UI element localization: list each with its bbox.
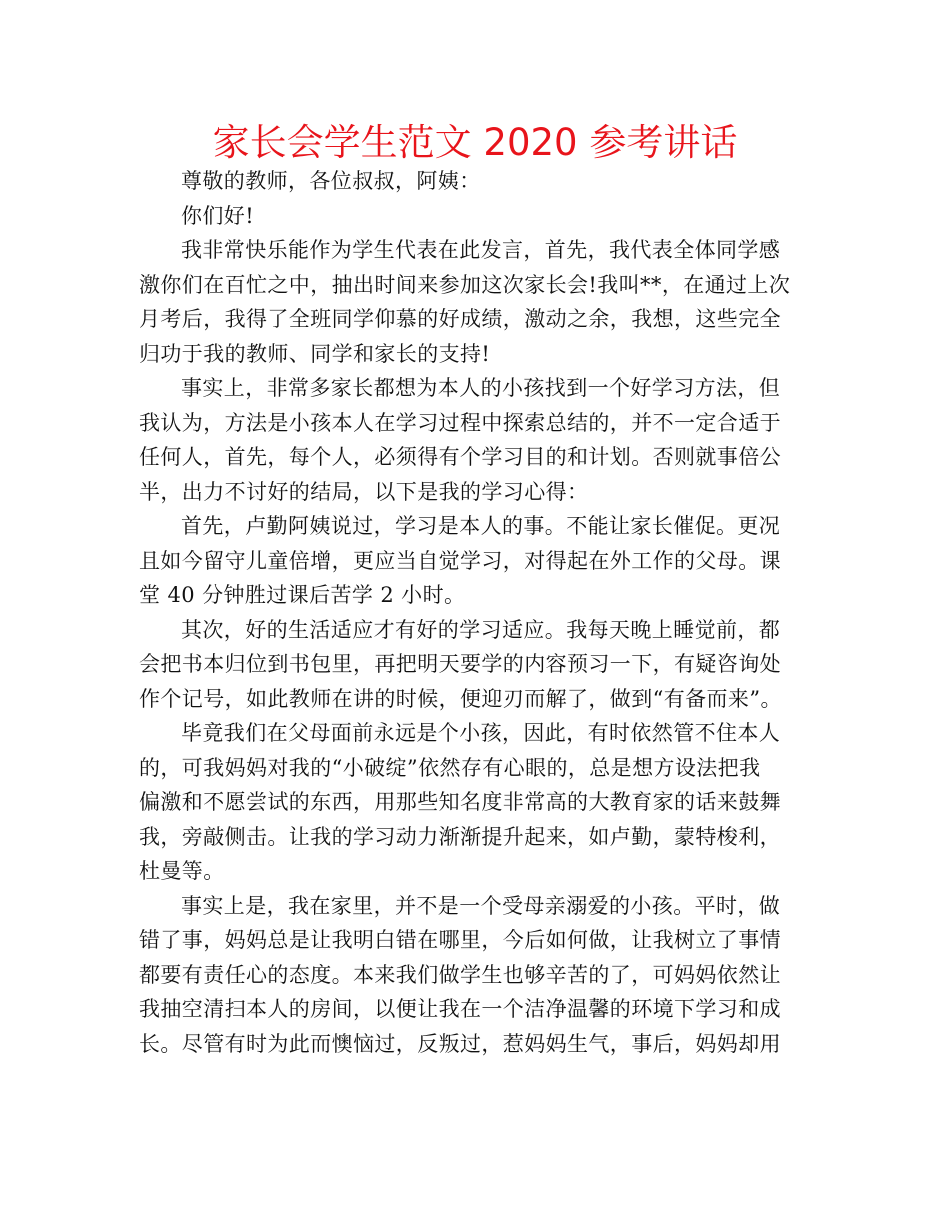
text-line: 你们好! [181, 203, 255, 228]
document-body [139, 164, 811, 1061]
text-line: 任何人，首先，每个人，必须得有个学习目的和计划。否则就事倍公 [139, 445, 781, 469]
text-line: 的，可我妈妈对我的“小破绽”依然存有心眼的，总是想方设法把我 [139, 755, 761, 780]
text-line: 堂 40 分钟胜过课后苦学 2 小时。 [139, 583, 466, 607]
text-line: 事实上是，我在家里，并不是一个受母亲溺爱的小孩。平时，做 [181, 893, 781, 918]
text-line: 长。尽管有时为此而懊恼过，反叛过，惹妈妈生气，事后，妈妈却用 [139, 1031, 781, 1056]
text-line: 其次，好的生活适应才有好的学习适应。我每天晚上睡觉前，都 [181, 617, 781, 642]
text-line: 尊敬的教师，各位叔叔，阿姨： [181, 169, 481, 193]
text-line: 月考后，我得了全班同学仰慕的好成绩，激动之余，我想，这些完全 [139, 307, 781, 331]
text-line: 都要有责任心的态度。本来我们做学生也够辛苦的了，可妈妈依然让 [139, 962, 781, 987]
text-line: 会把书本归位到书包里，再把明天要学的内容预习一下，有疑咨询处 [139, 652, 781, 676]
text-line: 事实上，非常多家长都想为本人的小孩找到一个好学习方法，但 [181, 376, 781, 400]
document-title: 家长会学生范文 2020 参考讲话 [212, 121, 738, 164]
text-line: 杜曼等。 [139, 859, 225, 883]
text-line: 激你们在百忙之中，抽出时间来参加这次家长会!我叫**，在通过上次 [139, 272, 791, 297]
text-line: 我，旁敲侧击。让我的学习动力渐渐提升起来，如卢勤，蒙特梭利， [139, 824, 781, 849]
text-line: 错了事，妈妈总是让我明白错在哪里，今后如何做，让我树立了事情 [139, 928, 781, 952]
text-line: 我非常快乐能作为学生代表在此发言，首先，我代表全体同学感 [181, 238, 781, 262]
text-line: 我认为，方法是小孩本人在学习过程中探索总结的，并不一定合适于 [139, 410, 781, 435]
text-line: 作个记号，如此教师在讲的时候，便迎刃而解了，做到“有备而来”。 [139, 686, 782, 711]
text-line: 毕竟我们在父母面前永远是个小孩，因此，有时依然管不住本人 [181, 721, 781, 745]
text-line: 且如今留守儿童倍增，更应当自觉学习，对得起在外工作的父母。课 [139, 548, 781, 573]
text-line: 我抽空清扫本人的房间，以便让我在一个洁净温馨的环境下学习和成 [139, 997, 781, 1021]
text-line: 首先，卢勤阿姨说过，学习是本人的事。不能让家长催促。更况 [181, 514, 781, 538]
text-line: 半，出力不讨好的结局，以下是我的学习心得： [139, 479, 589, 504]
text-line: 偏激和不愿尝试的东西，用那些知名度非常高的大教育家的话来鼓舞 [139, 790, 781, 814]
text-line: 归功于我的教师、同学和家长的支持! [139, 341, 491, 366]
